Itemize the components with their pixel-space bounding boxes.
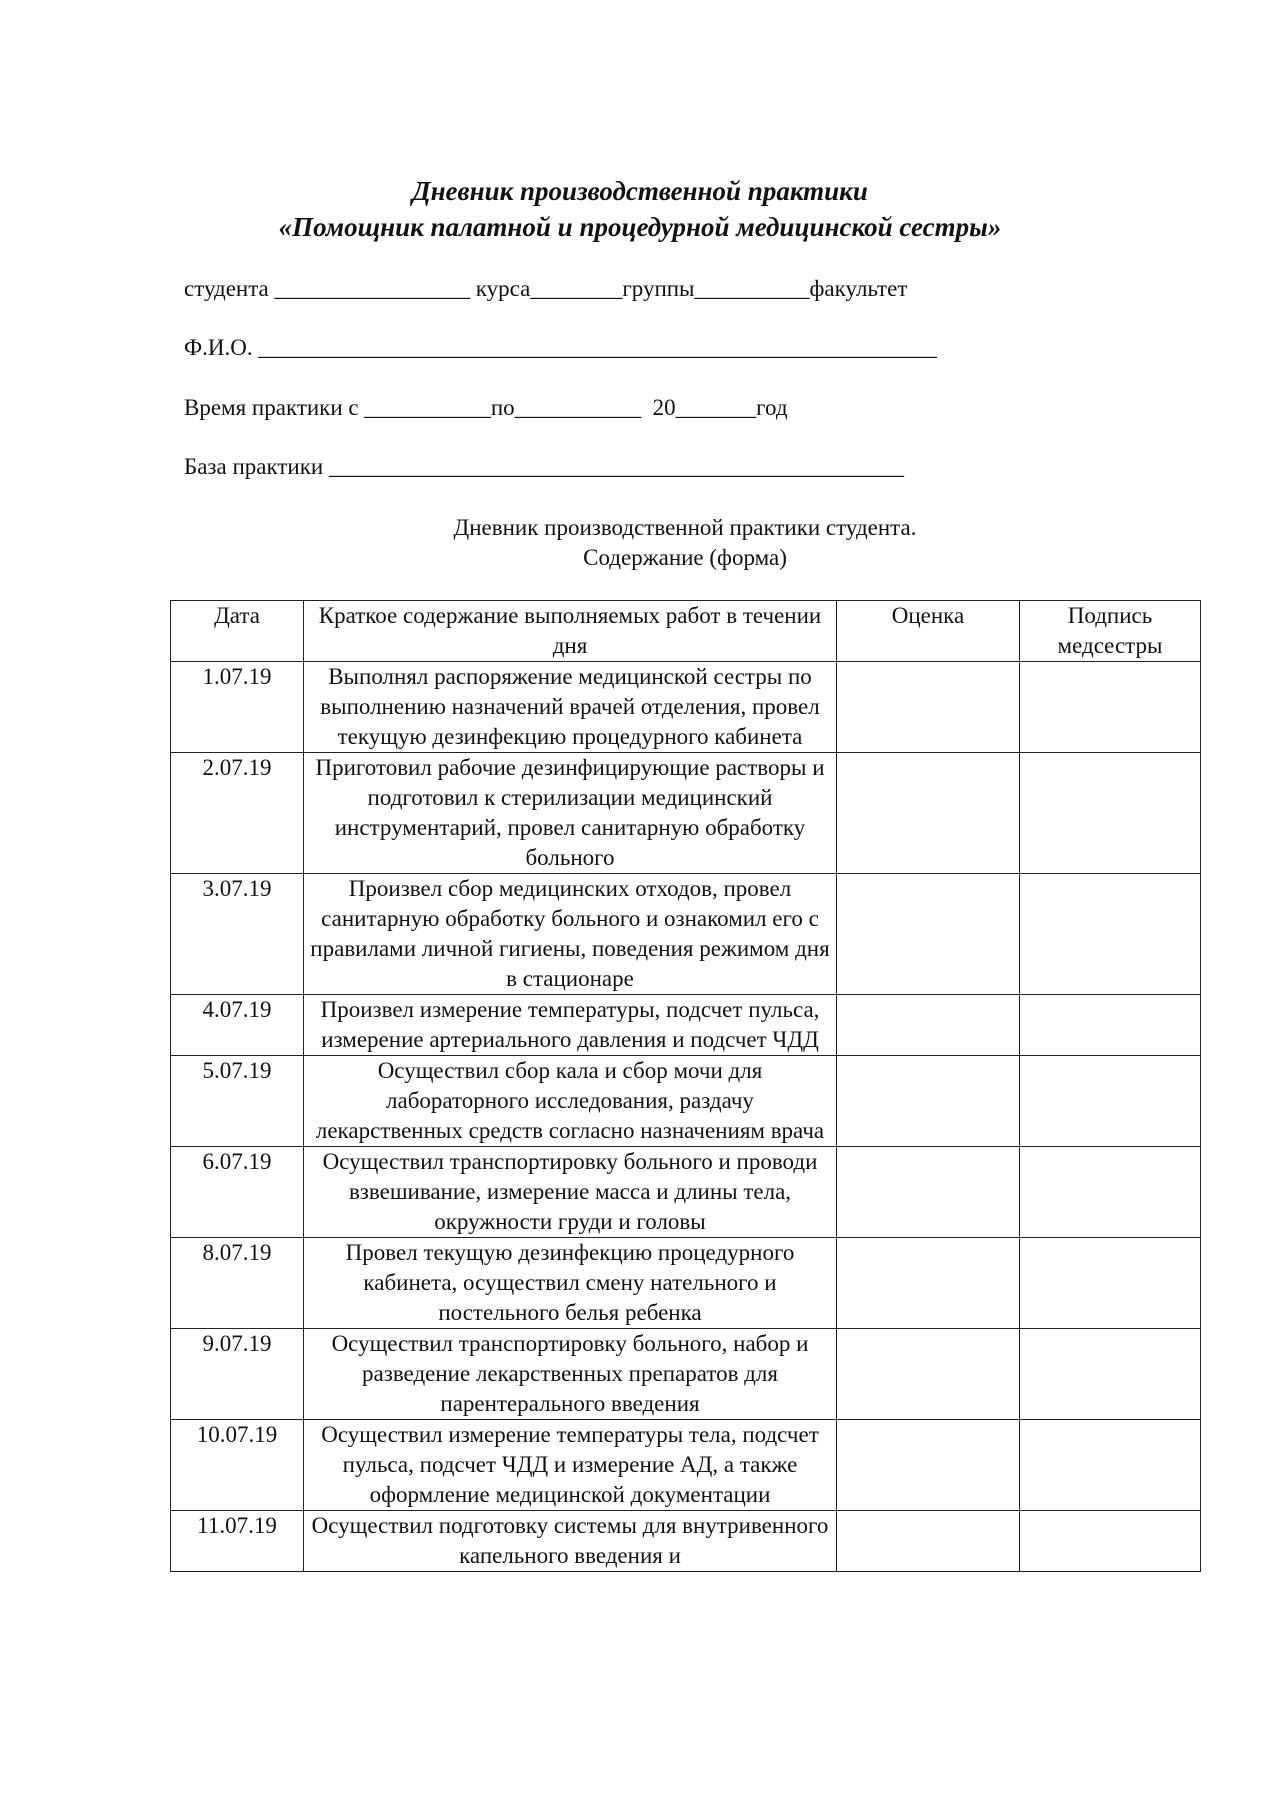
table-row: [171, 753, 1201, 874]
row-date: 4.07.19: [171, 995, 304, 1056]
row-grade: [837, 753, 1020, 874]
row-grade: [837, 1238, 1020, 1329]
row-date: 1.07.19: [171, 662, 304, 753]
title-line-1: Дневник производственной практики: [412, 176, 868, 206]
row-grade: [837, 995, 1020, 1056]
row-date: 6.07.19: [171, 1147, 304, 1238]
row-date: 9.07.19: [171, 1329, 304, 1420]
row-signature: [1020, 1511, 1201, 1572]
row-content: Приготовил рабочие дезинфицирующие растворы и подготовил к стерилизации медицинский инструментарий, провел санитарную обработку больного: [304, 753, 837, 874]
row-grade: [837, 874, 1020, 995]
header-signature: Подпись медсестры: [1020, 601, 1201, 662]
table-header-row: [171, 601, 1201, 662]
table-row: [171, 1511, 1201, 1572]
row-content: Осуществил измерение температуры тела, подсчет пульса, подсчет ЧДД и измерение АД, а также оформление медицинской документации: [304, 1420, 837, 1511]
diary-caption-line-1: Дневник производственной практики студента.: [453, 515, 917, 540]
row-grade: [837, 662, 1020, 753]
row-signature: [1020, 1056, 1201, 1147]
row-grade: [837, 1147, 1020, 1238]
practice-period-line: Время практики с ___________по___________ 20_______год: [184, 395, 788, 420]
table-row: [171, 1147, 1201, 1238]
row-date: 2.07.19: [171, 753, 304, 874]
diary-caption: [0, 513, 1280, 573]
title-line-2: «Помощник палатной и процедурной медицинской сестры»: [278, 212, 1002, 242]
row-content: Осуществил подготовку системы для внутривенного капельного введения и: [304, 1511, 837, 1572]
row-signature: [1020, 662, 1201, 753]
practice-base-line: База практики __________________________________________________: [184, 454, 904, 479]
row-content: Осуществил транспортировку больного и проводи взвешивание, измерение масса и длины тела, окружности груди и головы: [304, 1147, 837, 1238]
diary-caption-line-2: Содержание (форма): [583, 545, 787, 570]
row-content: Осуществил транспортировку больного, набор и разведение лекарственных препаратов для парентерального введения: [304, 1329, 837, 1420]
row-signature: [1020, 1329, 1201, 1420]
table-row: [171, 995, 1201, 1056]
header-grade: Оценка: [837, 601, 1020, 662]
header-content: Краткое содержание выполняемых работ в течении дня: [304, 601, 837, 662]
fio-line: Ф.И.О. ___________________________________________________________: [184, 335, 937, 360]
row-signature: [1020, 753, 1201, 874]
row-content: Произвел сбор медицинских отходов, провел санитарную обработку больного и ознакомил его с правилами личной гигиены, поведения режимом дня в стационаре: [304, 874, 837, 995]
table-row: [171, 874, 1201, 995]
diary-table: [170, 600, 1201, 1572]
row-date: 5.07.19: [171, 1056, 304, 1147]
header-date: Дата: [171, 601, 304, 662]
row-signature: [1020, 995, 1201, 1056]
page-title: [0, 173, 1280, 245]
row-grade: [837, 1511, 1020, 1572]
table-row: [171, 1056, 1201, 1147]
table-row: [171, 662, 1201, 753]
row-content: Провел текущую дезинфекцию процедурного кабинета, осуществил смену нательного и постельного белья ребенка: [304, 1238, 837, 1329]
table-row: [171, 1329, 1201, 1420]
table-row: [171, 1238, 1201, 1329]
row-date: 3.07.19: [171, 874, 304, 995]
row-grade: [837, 1329, 1020, 1420]
row-content: Произвел измерение температуры, подсчет пульса, измерение артериального давления и подсчет ЧДД: [304, 995, 837, 1056]
row-grade: [837, 1420, 1020, 1511]
row-signature: [1020, 1238, 1201, 1329]
row-signature: [1020, 874, 1201, 995]
row-signature: [1020, 1420, 1201, 1511]
table-row: [171, 1420, 1201, 1511]
row-content: Осуществил сбор кала и сбор мочи для лабораторного исследования, раздачу лекарственных средств согласно назначениям врача: [304, 1056, 837, 1147]
row-date: 10.07.19: [171, 1420, 304, 1511]
row-date: 11.07.19: [171, 1511, 304, 1572]
row-content: Выполнял распоряжение медицинской сестры по выполнению назначений врачей отделения, провел текущую дезинфекцию процедурного кабинета: [304, 662, 837, 753]
row-date: 8.07.19: [171, 1238, 304, 1329]
student-info-line: студента _________________ курса________группы__________факультет: [184, 276, 908, 301]
row-grade: [837, 1056, 1020, 1147]
row-signature: [1020, 1147, 1201, 1238]
